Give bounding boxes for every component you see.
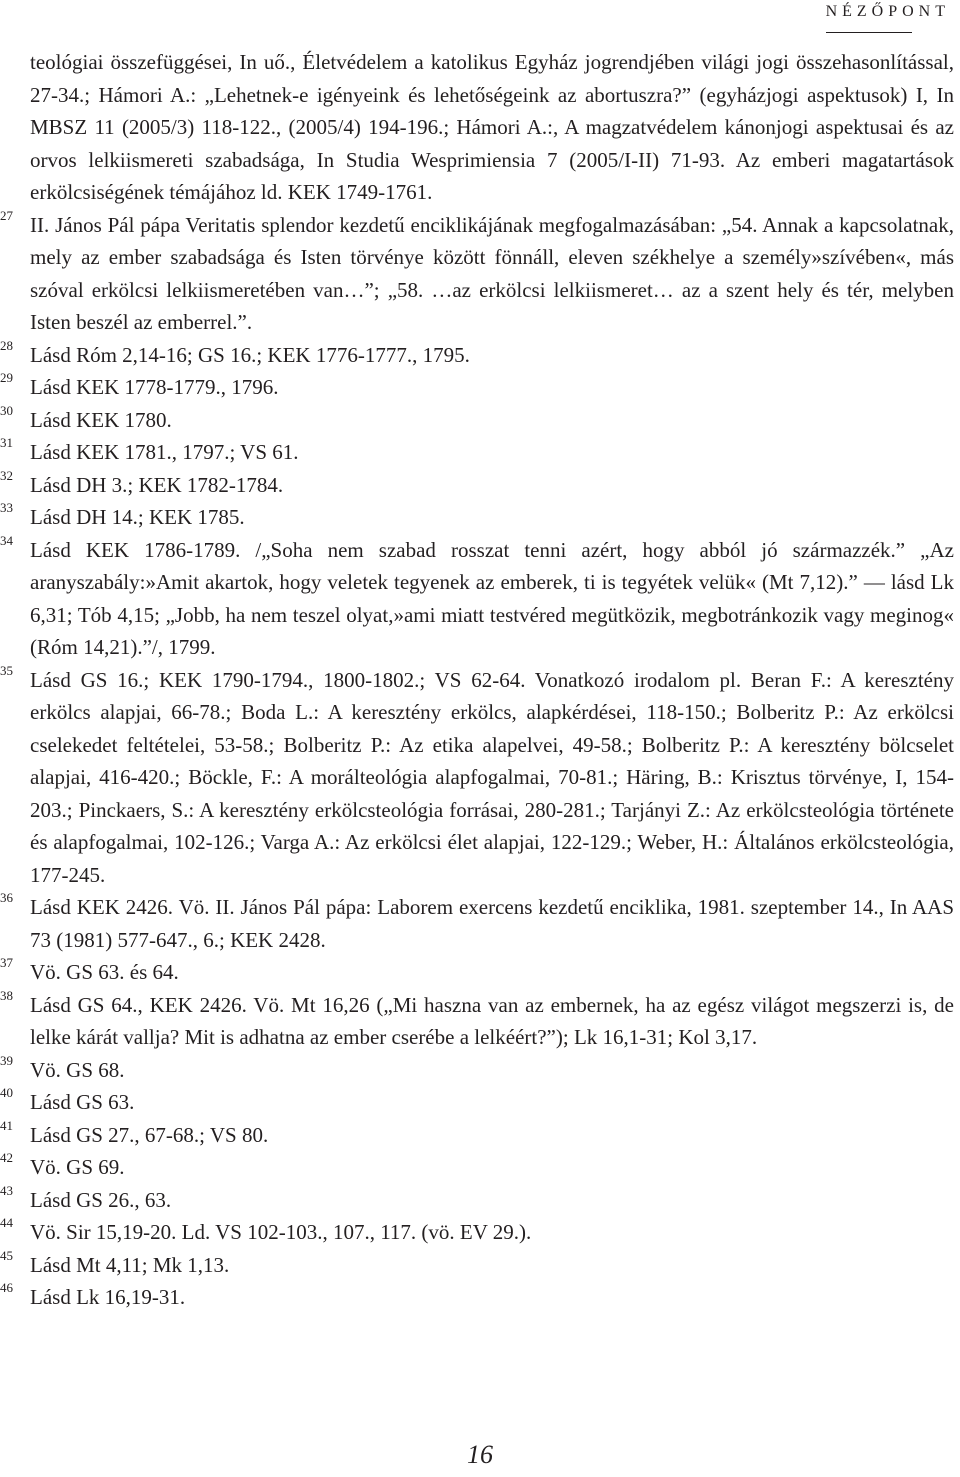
- footnote-number: 30: [0, 402, 13, 418]
- footnote-text: Lásd Róm 2,14-16; GS 16.; KEK 1776-1777., 1795.: [30, 342, 470, 367]
- header-rule: [826, 32, 912, 33]
- footnote-number: 32: [0, 467, 13, 483]
- footnote-34: [0, 534, 960, 664]
- footnote-text: Lásd GS 27., 67-68.; VS 80.: [30, 1122, 269, 1147]
- footnote-text: Lásd Mt 4,11; Mk 1,13.: [30, 1252, 230, 1277]
- footnote-number: 36: [0, 890, 13, 905]
- footnote-number: 43: [0, 1182, 13, 1198]
- footnote-number: 45: [0, 1247, 13, 1263]
- footnote-38: [0, 989, 960, 1054]
- footnote-35: [0, 664, 960, 892]
- footnote-number: 46: [0, 1280, 13, 1295]
- footnote-text: Lásd GS 26., 63.: [30, 1187, 172, 1212]
- footnote-number: 29: [0, 370, 13, 385]
- footnote-text: Lásd DH 14.; KEK 1785.: [30, 505, 245, 529]
- footnote-number: 37: [0, 955, 13, 970]
- footnote-number: 41: [0, 1117, 13, 1133]
- footnote-continuation: [0, 46, 960, 209]
- footnote-39: [0, 1054, 960, 1087]
- footnote-number: 33: [0, 500, 13, 515]
- footnote-33: [0, 501, 960, 534]
- footnote-text: Lásd GS 16.; KEK 1790-1794., 1800-1802.; VS 62-64. Vonatkozó irodalom pl. Beran F.: A keresztény erkölcs alapjai, 66-78.; Boda L.: A keresztény erkölcs, alapkérdései, 118-150.; Bolberitz P.: Az erkölcsi cselekedet feltételei, 53-58.; Bolberitz P.: Az etika alapelvei, 49-58.; Bolberitz P.: A keresztény bölcselet alapjai, 416-420.; Böckle, F.: A morálteológia alapfogalmai, 70-81.; Häring, B.: Krisztus törvénye, I, 154-203.; Pinckaers, S.: A keresztény erkölcsteológia forrásai, 280-281.; Tarjányi Z.: Az erkölcsteológia története és alapfogalmai, 102-126.; Varga A.: Az erkölcsi élet alapjai, 122-129.; Weber, H.: Általános erkölcsteológia, 177-245.: [30, 667, 954, 887]
- footnote-number: 27: [0, 207, 13, 223]
- footnote-text: Vö. GS 63. és 64.: [30, 960, 179, 984]
- footnote-text: Lásd Lk 16,19-31.: [30, 1285, 186, 1309]
- footnote-text: II. János Pál pápa Veritatis splendor kezdetű enciklikájának megfogalmazásában: „54. Annak a kapcsolatnak, mely az ember szabadsága és Isten törvénye között fönnáll, eleven székhelye a személy»szívében«, más szóval erkölcsi lelkiismeretében van…”; „58. …az erkölcsi lelkiismeret… az a szent hely és tér, melyben Isten beszél az emberrel.”.: [30, 212, 954, 334]
- footnote-number: 28: [0, 337, 13, 353]
- footnote-29: [0, 371, 960, 404]
- footnote-41: [0, 1119, 960, 1152]
- footnote-number: 42: [0, 1150, 13, 1165]
- footnote-number: 40: [0, 1085, 13, 1100]
- footnote-number: 38: [0, 987, 13, 1003]
- footnote-text: Lásd KEK 1781., 1797.; VS 61.: [30, 440, 299, 464]
- footnote-number: 35: [0, 662, 13, 678]
- footnote-text: Lásd GS 63.: [30, 1090, 135, 1114]
- footnote-40: [0, 1086, 960, 1119]
- footnote-number: 34: [0, 532, 13, 548]
- footnote-text: Lásd KEK 1786-1789. /„Soha nem szabad rosszat tenni azért, hogy abból jó származzék.” „Az aranyszabály:»Amit akartok, hogy veletek tegyenek az emberek, ti is tegyétek velük« (Mt 7,12).” — lásd Lk 6,31; Tób 4,15; „Jobb, ha nem teszel olyat,»ami miatt testvéred megütközik, megbotránkozik vagy meginog« (Róm 14,21).”/, 1799.: [30, 537, 954, 659]
- footnote-number: 31: [0, 435, 13, 450]
- footnote-36: [0, 891, 960, 956]
- footnote-44: [0, 1216, 960, 1249]
- footnote-number: 39: [0, 1052, 13, 1068]
- footnote-text: Lásd KEK 2426. Vö. II. János Pál pápa: Laborem exercens kezdetű enciklika, 1981. szeptember 14., In AAS 73 (1981) 577-647., 6.; KEK 2428.: [30, 895, 954, 952]
- footnote-text: Lásd KEK 1778-1779., 1796.: [30, 375, 279, 399]
- footnote-text: Vö. GS 69.: [30, 1155, 125, 1179]
- footnote-32: [0, 469, 960, 502]
- page-number: 16: [467, 1440, 493, 1469]
- footnote-43: [0, 1184, 960, 1217]
- footnote-number: 44: [0, 1215, 13, 1230]
- footnote-text: Vö. GS 68.: [30, 1057, 125, 1082]
- footnotes-list: [0, 46, 960, 1314]
- footnote-30: [0, 404, 960, 437]
- footnote-45: [0, 1249, 960, 1282]
- running-header-title: NÉZŐPONT: [825, 3, 950, 20]
- footnote-27: [0, 209, 960, 339]
- footnote-28: [0, 339, 960, 372]
- footnote-text: teológiai összefüggései, In uő., Életvédelem a katolikus Egyház jogrendjében világi jogi összehasonlítással, 27-34.; Hámori A.: „Lehetnek-e igényeink és lehetőségeink az abortuszra?” (egyházjogi aspektusok) I, In MBSZ 11 (2005/3) 118-122., (2005/4) 194-196.; Hámori A.:, A magzatvédelem kánonjogi aspektusai és az orvos lelkiismereti szabadsága, In Studia Wesprimiensia 7 (2005/I-II) 71-93. Az emberi magatartások erkölcsiségének témájához ld. KEK 1749-1761.: [30, 50, 954, 204]
- footnote-31: [0, 436, 960, 469]
- footnote-text: Lásd DH 3.; KEK 1782-1784.: [30, 472, 284, 497]
- footnote-46: [0, 1281, 960, 1314]
- footnote-text: Lásd KEK 1780.: [30, 407, 172, 432]
- footnote-text: Vö. Sir 15,19-20. Ld. VS 102-103., 107., 117. (vö. EV 29.).: [30, 1220, 532, 1244]
- footnote-37: [0, 956, 960, 989]
- footnote-42: [0, 1151, 960, 1184]
- footnote-text: Lásd GS 64., KEK 2426. Vö. Mt 16,26 („Mi haszna van az embernek, ha az egész világot megszerzi is, de lelke kárát vallja? Mit is adhatna az ember cserébe a lelkéért?”); Lk 16,1-31; Kol 3,17.: [30, 992, 954, 1049]
- running-header: [780, 0, 960, 40]
